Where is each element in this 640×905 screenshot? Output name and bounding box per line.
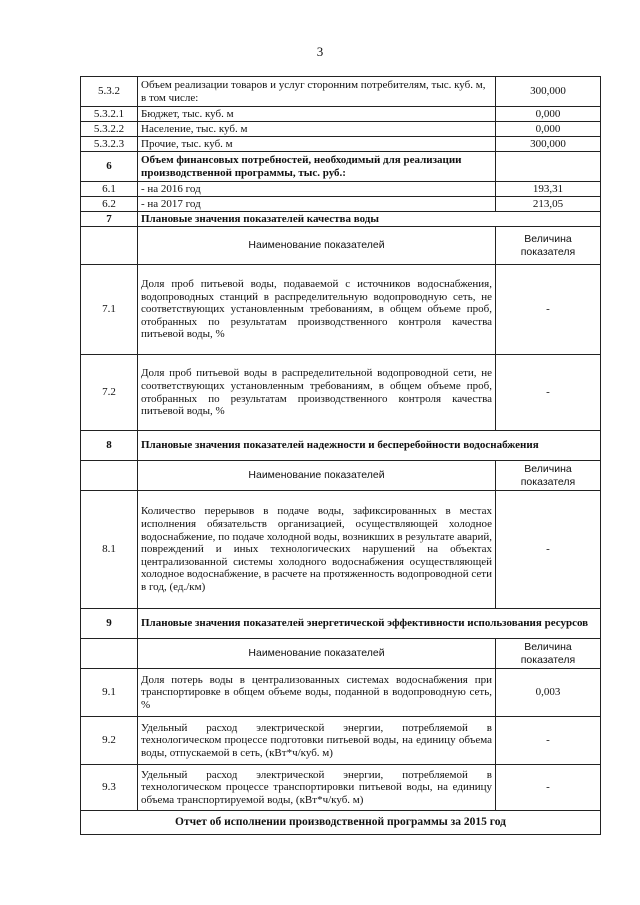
table-row xyxy=(81,717,601,765)
table-row xyxy=(81,107,601,122)
empty-cell xyxy=(81,639,138,669)
section-row xyxy=(81,609,601,639)
row-text: Доля проб питьевой воды, подаваемой с источников водоснабжения, водопроводных станций в распределительную водопроводную сеть, не соответствующих установленным требованиям, в общем объеме проб, отобранных по результатам производственного контроля качества питьевой воды, % xyxy=(138,265,496,355)
section-number: 7 xyxy=(81,212,138,227)
section-row xyxy=(81,212,601,227)
row-number: 9.2 xyxy=(81,717,138,765)
table-row xyxy=(81,77,601,107)
section-title: Плановые значения показателей энергетической эффективности использования ресурсов xyxy=(138,609,601,639)
row-text: Удельный расход электрической энергии, потребляемой в технологическом процессе подготовки питьевой воды, на единицу объема воды, отпускаемой в сеть, (кВт*ч/куб. м) xyxy=(138,717,496,765)
section-number: 6 xyxy=(81,152,138,182)
row-value: 193,31 xyxy=(496,182,601,197)
row-value: 213,05 xyxy=(496,197,601,212)
row-value: - xyxy=(496,491,601,609)
table-row xyxy=(81,182,601,197)
row-value: 300,000 xyxy=(496,77,601,107)
row-value: - xyxy=(496,765,601,811)
row-number: 6.1 xyxy=(81,182,138,197)
report-title: Отчет об исполнении производственной программы за 2015 год xyxy=(81,811,601,835)
row-number: 7.2 xyxy=(81,355,138,431)
section-title: Плановые значения показателей надежности и бесперебойности водоснабжения xyxy=(138,431,601,461)
section-number: 8 xyxy=(81,431,138,461)
row-text: Бюджет, тыс. куб. м xyxy=(138,107,496,122)
table-row xyxy=(81,122,601,137)
empty-cell xyxy=(81,461,138,491)
column-header-name: Наименование показателей xyxy=(138,461,496,491)
row-value: 0,003 xyxy=(496,669,601,717)
row-text: Прочие, тыс. куб. м xyxy=(138,137,496,152)
column-header-name: Наименование показателей xyxy=(138,639,496,669)
row-text: Доля проб питьевой воды в распределительной водопроводной сети, не соответствующих установленным требованиям, в общем объеме проб, отобранных по результатам производственного контроля качества питьевой воды, % xyxy=(138,355,496,431)
table-row xyxy=(81,137,601,152)
page-number: 3 xyxy=(316,44,324,59)
footer-row xyxy=(81,811,601,835)
row-number: 5.3.2.3 xyxy=(81,137,138,152)
row-text: Население, тыс. куб. м xyxy=(138,122,496,137)
row-number: 9.1 xyxy=(81,669,138,717)
empty-cell xyxy=(81,227,138,265)
row-number: 5.3.2 xyxy=(81,77,138,107)
row-number: 6.2 xyxy=(81,197,138,212)
section-number: 9 xyxy=(81,609,138,639)
table-row xyxy=(81,355,601,431)
section-title: Объем финансовых потребностей, необходимый для реализации производственной программы, тыс. руб.: xyxy=(138,152,496,182)
section-row xyxy=(81,152,601,182)
table-row xyxy=(81,265,601,355)
row-text: Количество перерывов в подаче воды, зафиксированных в местах исполнения обязательств организацией, осуществляющей холодное водоснабжение, по подаче холодной воды, возникших в результате аварий, повреждений и иных технологических нарушений на объектах централизованной системы холодного водоснабжения осуществляющей холодное водоснабжение, в расчете на протяженность водопроводной сети в год, (ед./км) xyxy=(138,491,496,609)
row-number: 9.3 xyxy=(81,765,138,811)
row-text: Удельный расход электрической энергии, потребляемой в технологическом процессе транспортировки питьевой воды, на единицу объема транспортируемой воды, (кВт*ч/куб. м) xyxy=(138,765,496,811)
row-text: Объем реализации товаров и услуг сторонним потребителям, тыс. куб. м, в том числе: xyxy=(138,77,496,107)
section-row xyxy=(81,431,601,461)
program-table xyxy=(80,76,601,835)
section-title: Плановые значения показателей качества воды xyxy=(138,212,601,227)
table-row xyxy=(81,669,601,717)
row-value: 300,000 xyxy=(496,137,601,152)
row-value: 0,000 xyxy=(496,107,601,122)
column-header-row xyxy=(81,227,601,265)
row-value: - xyxy=(496,355,601,431)
table-row xyxy=(81,765,601,811)
column-header-row xyxy=(81,639,601,669)
row-value: - xyxy=(496,717,601,765)
column-header-value: Величина показателя xyxy=(496,461,601,491)
row-text: - на 2017 год xyxy=(138,197,496,212)
row-number: 7.1 xyxy=(81,265,138,355)
row-value: - xyxy=(496,265,601,355)
row-number: 5.3.2.2 xyxy=(81,122,138,137)
row-number: 5.3.2.1 xyxy=(81,107,138,122)
row-text: - на 2016 год xyxy=(138,182,496,197)
row-text: Доля потерь воды в централизованных системах водоснабжения при транспортировке в общем объеме воды, поданной в водопроводную сеть, % xyxy=(138,669,496,717)
column-header-name: Наименование показателей xyxy=(138,227,496,265)
column-header-value: Величина показателя xyxy=(496,639,601,669)
row-number: 8.1 xyxy=(81,491,138,609)
column-header-value: Величина показателя xyxy=(496,227,601,265)
empty-cell xyxy=(496,152,601,182)
column-header-row xyxy=(81,461,601,491)
row-value: 0,000 xyxy=(496,122,601,137)
table-row xyxy=(81,197,601,212)
table-row xyxy=(81,491,601,609)
